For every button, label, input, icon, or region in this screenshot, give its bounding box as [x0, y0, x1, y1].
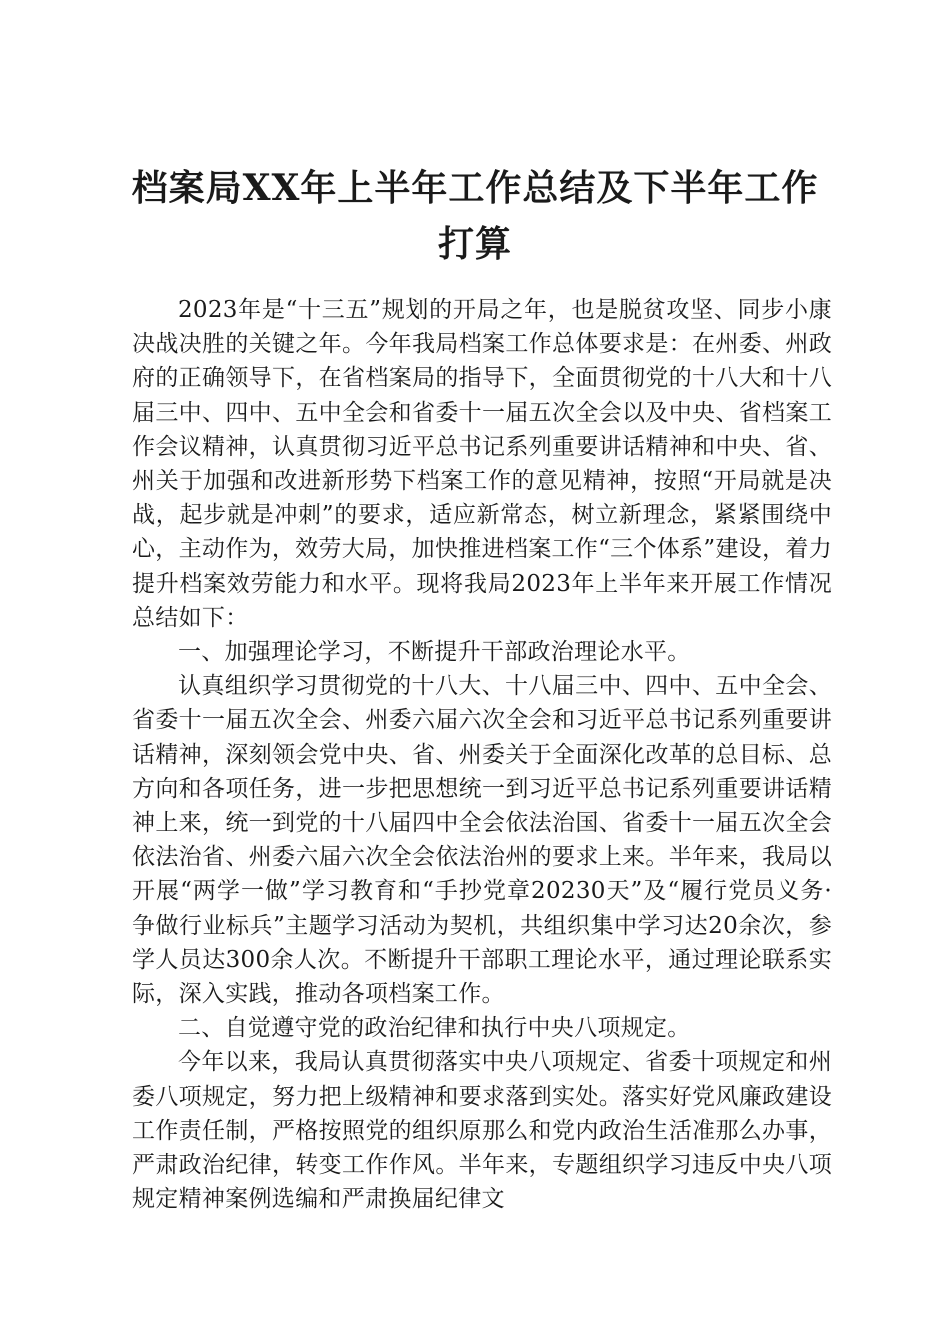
paragraph-section-2: 今年以来，我局认真贯彻落实中央八项规定、省委十项规定和州委八项规定，努力把上级精神和要求落到实处。落实好党风廉政建设工作责任制，严格按照党的组织原那么和党内政治生活准那么办事，严肃政治纪律，转变工作作风。半年来，专题组织学习违反中央八项规定精神案例选编和严肃换届纪律文: [132, 1049, 832, 1213]
document-body: [132, 293, 832, 1216]
section-heading-1: 一、加强理论学习，不断提升干部政治理论水平。: [178, 639, 691, 666]
paragraph-section-1: 认真组织学习贯彻党的十八大、十八届三中、四中、五中全会、省委十一届五次全会、州委六届六次全会和习近平总书记系列重要讲话精神，深刻领会党中央、省、州委关于全面深化改革的总目标、总方向和各项任务，进一步把思想统一到习近平总书记系列重要讲话精神上来，统一到党的十八届四中全会依法治国、省委十一届五次全会依法治省、州委六届六次全会依法治州的要求上来。半年来，我局以开展“两学一做”学习教育和“手抄党章20230天”及“履行党员义务·争做行业标兵”主题学习活动为契机，共组织集中学习达20余次，参学人员达300余人次。不断提升干部职工理论水平，通过理论联系实际，深入实践，推动各项档案工作。: [132, 673, 832, 1008]
paragraph-intro: 2023年是“十三五”规划的开局之年，也是脱贫攻坚、同步小康决战决胜的关键之年。今年我局档案工作总体要求是：在州委、州政府的正确领导下，在省档案局的指导下，全面贯彻党的十八大和十八届三中、四中、五中全会和省委十一届五次全会以及中央、省档案工作会议精神，认真贯彻习近平总书记系列重要讲话精神和中央、省、州关于加强和改进新形势下档案工作的意见精神，按照“开局就是决战，起步就是冲刺”的要求，适应新常态，树立新理念，紧紧围绕中心，主动作为，效劳大局，加快推进档案工作“三个体系”建设，着力提升档案效劳能力和水平。现将我局2023年上半年来开展工作情况总结如下：: [132, 297, 832, 631]
document-title: 档案局XX年上半年工作总结及下半年工作打算: [131, 167, 819, 265]
section-heading-2: 二、自觉遵守党的政治纪律和执行中央八项规定。: [178, 1015, 691, 1042]
